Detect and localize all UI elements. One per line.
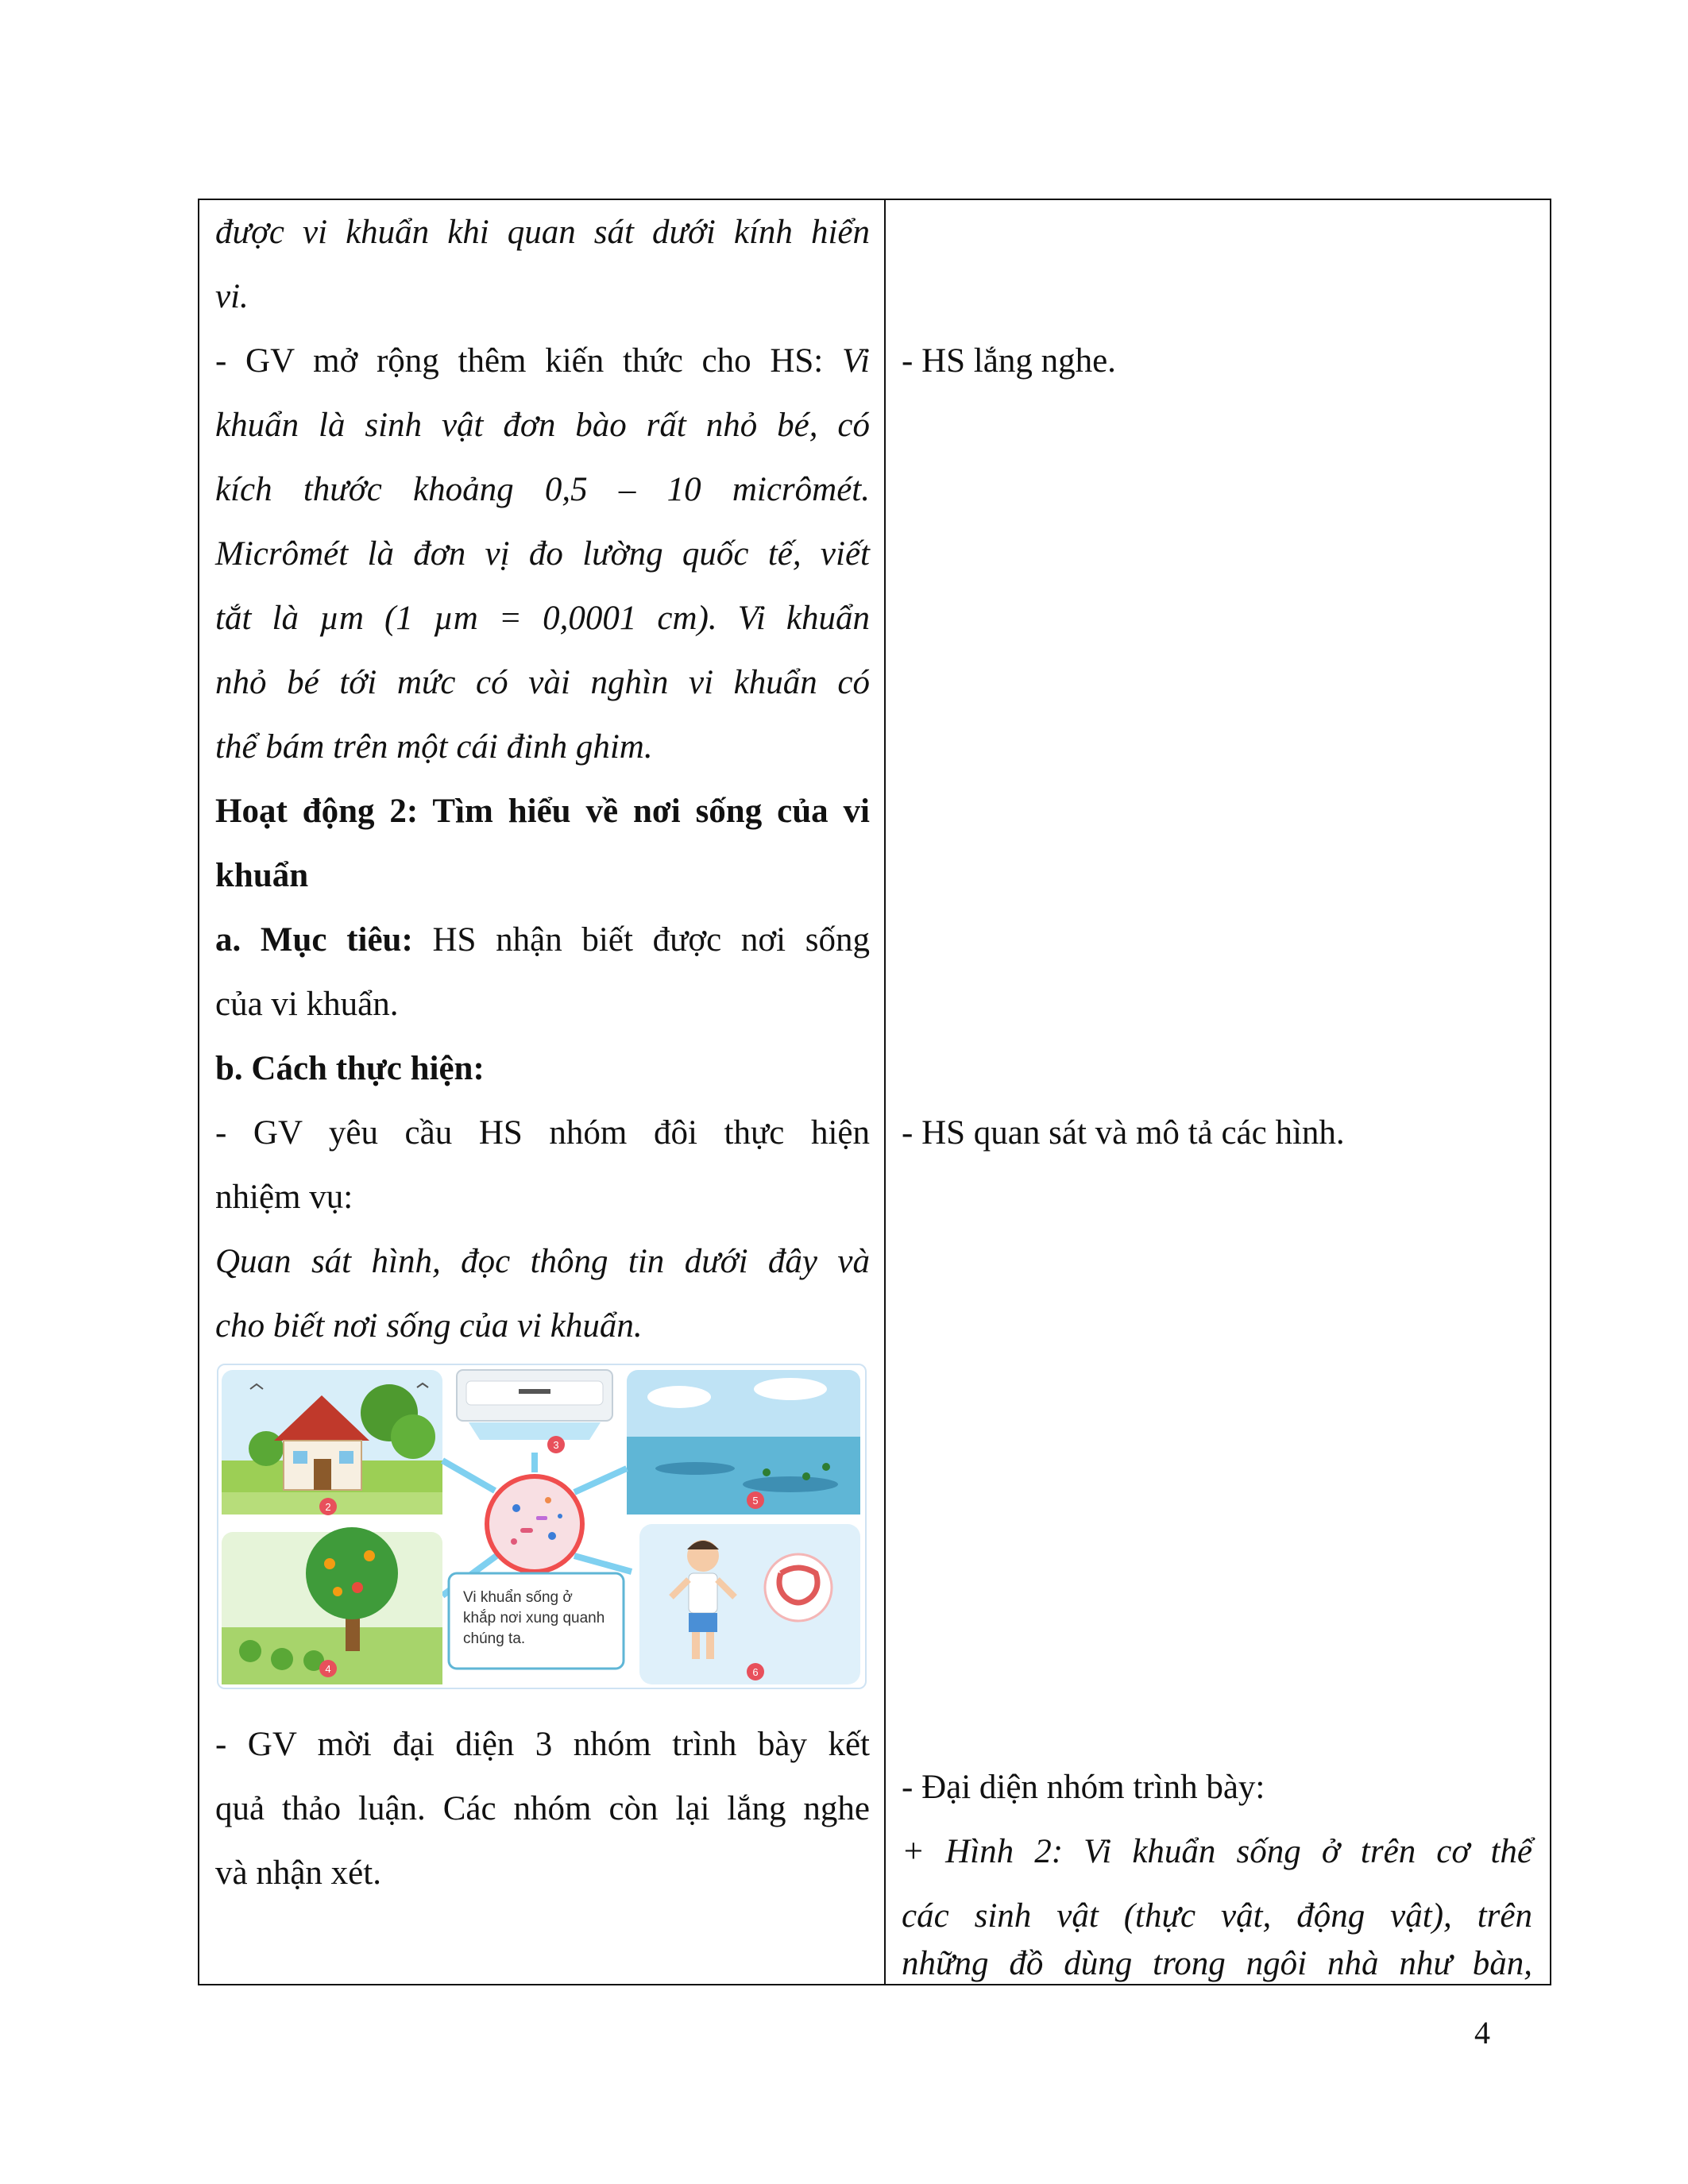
left-line-19: - GV mời đại diện 3 nhóm trình bày kết [215,1726,870,1763]
left-line-1: được vi khuẩn khi quan sát dưới kính hiển [215,214,870,251]
ac-panel [457,1370,612,1453]
left-line-3-italic: Vi [841,342,870,380]
left-line-18: cho biết nơi sống của vi khuẩn. [215,1307,643,1345]
left-line-20: quả thảo luận. Các nhóm còn lại lắng nghe [215,1790,870,1827]
column-divider [884,200,886,1984]
tree-panel [222,1527,442,1684]
activity-heading-cont: khuẩn [215,857,309,894]
left-line-13: của vi khuẩn. [215,986,399,1023]
left-line-21: và nhận xét. [215,1854,381,1892]
badge-6: 6 [752,1666,759,1678]
right-line-2: - HS quan sát và mô tả các hình. [902,1114,1345,1152]
right-line-3: - Đại diện nhóm trình bày: [902,1769,1265,1806]
house-panel [222,1370,442,1515]
lesson-table [198,199,1551,1985]
badge-4: 4 [325,1663,331,1675]
figure-illustration [218,1365,865,1688]
badge-5: 5 [752,1495,759,1507]
method-heading: b. Cách thực hiện: [215,1050,485,1087]
left-line-17: Quan sát hình, đọc thông tin dưới đây và [215,1243,870,1280]
badge-3: 3 [553,1439,559,1451]
left-line-3-lead: - GV mở rộng thêm kiến thức cho HS: [215,342,824,380]
boy-panel [639,1524,860,1684]
left-line-7: tắt là µm (1 µm = 0,0001 cm). Vi khuẩn [215,600,870,637]
left-line-9: thể bám trên một cái đinh ghim. [215,728,653,766]
caption-box [449,1573,624,1669]
caption-line-1: Vi khuẩn sống ở [463,1589,573,1606]
left-line-5: kích thước khoảng 0,5 – 10 micrômét. [215,471,870,508]
activity-heading: Hoạt động 2: Tìm hiểu về nơi sống của vi [215,793,870,830]
left-line-16: nhiệm vụ: [215,1179,353,1216]
objective-text: HS nhận biết được nơi sống [432,921,870,959]
caption-line-2: khắp nơi xung quanh [463,1610,605,1626]
bacteria-habitat-figure [217,1364,867,1689]
right-line-6: những đồ dùng trong ngôi nhà như bàn, [902,1945,1532,1982]
left-line-3 [215,329,870,393]
left-line-6: Micrômét là đơn vị đo lường quốc tế, viết [215,535,870,573]
objective-line [215,908,870,972]
caption-line-3: chúng ta. [463,1630,526,1647]
badge-2: 2 [325,1501,331,1513]
right-line-4: + Hình 2: Vi khuẩn sống ở trên cơ thể [902,1833,1532,1870]
sea-panel [627,1370,860,1515]
right-line-5: các sinh vật (thực vật, động vật), trên [902,1897,1532,1935]
left-line-2: vi. [215,278,249,315]
left-line-15: - GV yêu cầu HS nhóm đôi thực hiện [215,1114,870,1152]
objective-label: a. Mục tiêu: [215,921,413,959]
left-line-4: khuẩn là sinh vật đơn bào rất nhỏ bé, có [215,407,870,444]
right-line-1: - HS lắng nghe. [902,342,1116,380]
left-line-8: nhỏ bé tới mức có vài nghìn vi khuẩn có [215,664,870,701]
page-number: 4 [1474,2015,1490,2051]
